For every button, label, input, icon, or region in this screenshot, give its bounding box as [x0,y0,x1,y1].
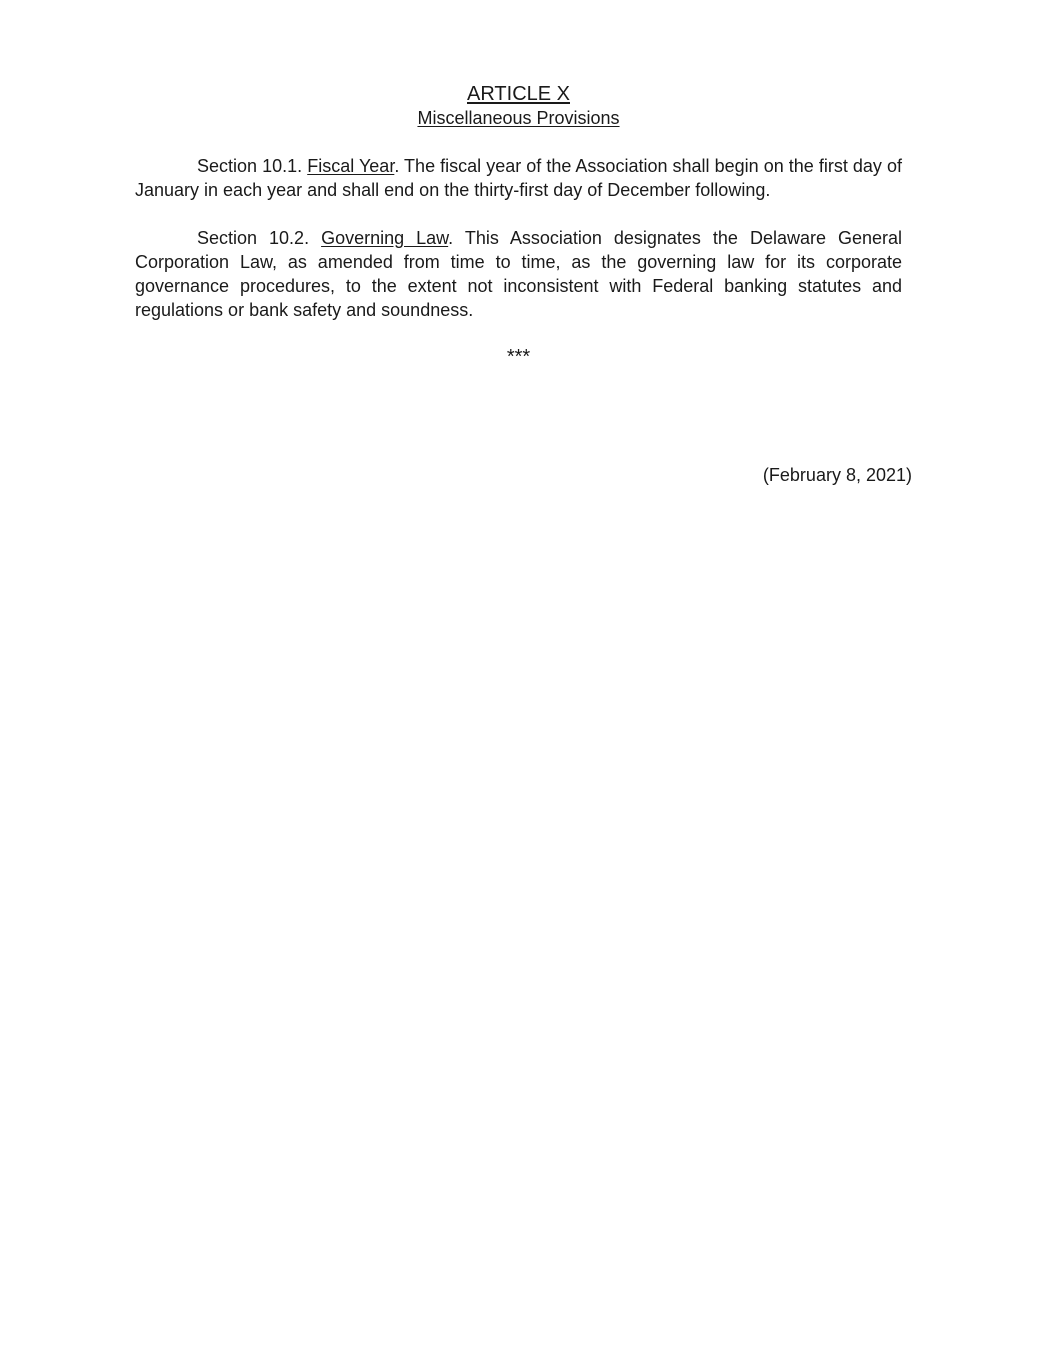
article-title [135,82,902,106]
section-heading: Fiscal Year [307,156,395,176]
article-subtitle [135,107,902,129]
section-number: Section 10.2. [197,228,310,248]
section-fiscal-year [135,154,902,202]
section-body: . The fiscal year of the Association shall begin on the first day of January in each year and shall end on the thirty-first day of December following. [135,156,903,200]
article-subtitle-text: Miscellaneous Provisions [417,108,620,128]
section-heading: Governing Law [321,228,449,248]
article-title-text: ARTICLE X [467,83,570,105]
separator-stars: *** [506,346,531,368]
document-date: (February 8, 2021) [762,465,912,485]
section-number: Section 10.1. [197,156,303,176]
section-body: . This Association designates the Delaware General Corporation Law, as amended from time to time, as the governing law for its corporate governance procedures, to the extent not inconsistent with Federal banking statutes and regulations or bank safety and soundness. [135,228,903,320]
section-governing-law [135,226,902,322]
